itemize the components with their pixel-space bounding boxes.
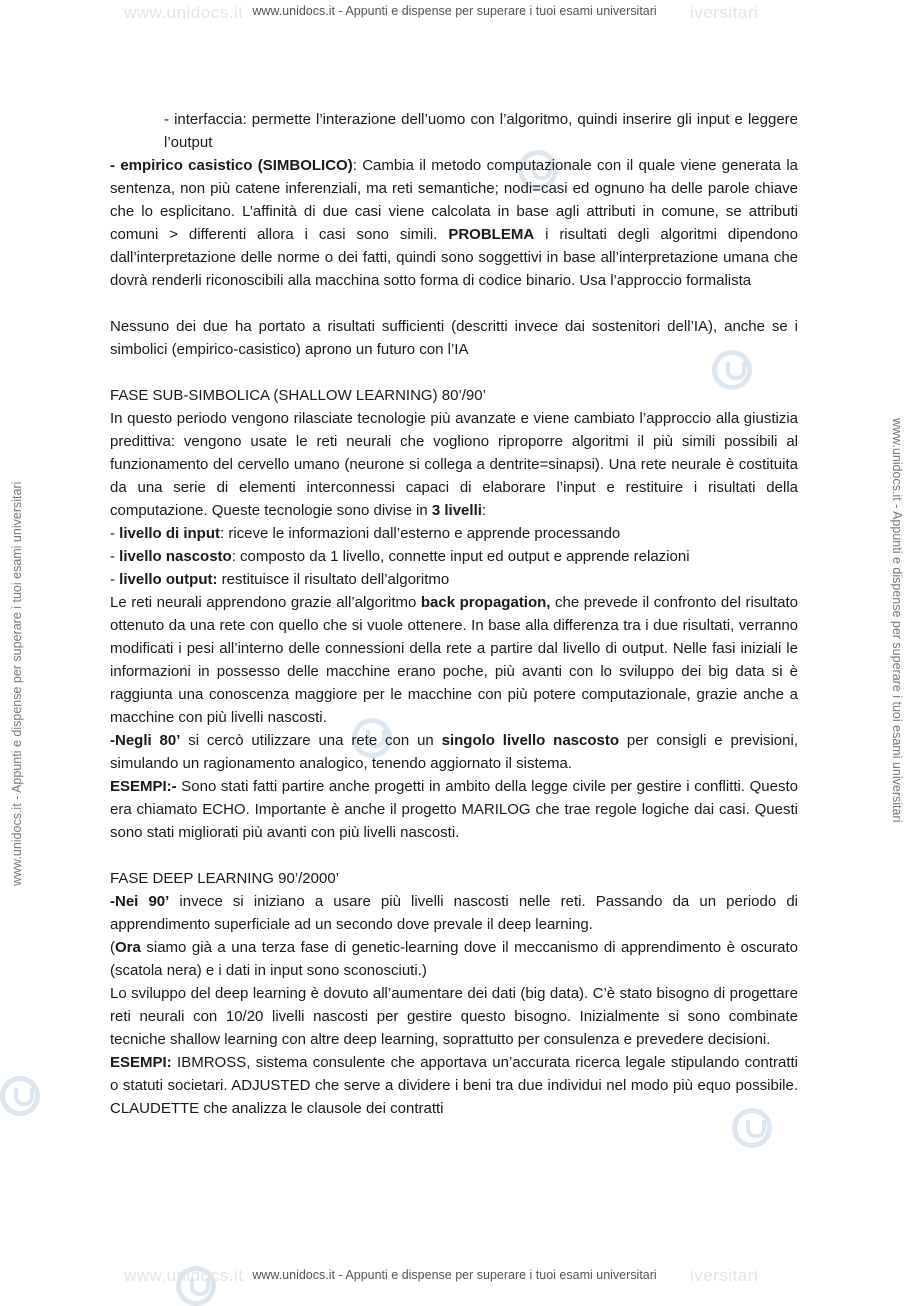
paragraph-sviluppo-deep-learning: Lo sviluppo del deep learning è dovuto all’aumentare dei dati (big data). C’è stato bisogno di progettare reti neurali con 10/20 livelli nascosti per gestire questo bisogno. Inizialmente si sono combinate tecniche shallow learning con altre deep learning, soprattutto per consulenza e prevedere decisioni. <box>110 985 798 1048</box>
footer-watermark: www.unidocs.it - Appunti e dispense per superare i tuoi esami universitari <box>252 1268 657 1282</box>
bold-term: ESEMPI: <box>110 1054 172 1071</box>
text-span: ( <box>110 939 115 956</box>
list-bullet: - <box>110 525 120 542</box>
text-span: per consigli e previsioni, simulando un ragionamento analogico, tenendo aggiornato il sistema. <box>110 732 798 772</box>
list-bullet: - <box>110 571 120 588</box>
ghost-watermark-bottom: www.unidocs.it <box>124 1266 244 1285</box>
heading-fase-deep-learning: FASE DEEP LEARNING 90’/2000’ <box>110 870 339 887</box>
text-span: siamo già a una terza fase di genetic-learning dove il meccanismo di apprendimento è oscurato (scatola nera) e i dati in input sono sconosciuti.) <box>110 939 798 979</box>
bold-term: -Nei 90’ <box>110 893 170 910</box>
bold-term: singolo livello nascosto <box>441 732 620 749</box>
text-span: che prevede il confronto del risultato ottenuto da una rete con quello che si vuole ottenere. In base alla differenza tra i due risultati, verranno modificati i pesi all’interno delle connessioni della rete a partire dal livello di output. Nelle fasi iniziali le informazioni in possesso delle macchine erano poche, più avanti con lo sviluppo dei big data si è raggiunta una conoscenza maggiore per le macchine con più potere computazionale, grazie anche a macchine con più livelli nascosti. <box>110 594 798 726</box>
unidocs-logo-icon <box>0 1076 40 1116</box>
bold-term: back propagation, <box>420 594 551 611</box>
text-span: IBMROSS, sistema consulente che apportava un’accurata ricerca legale stipulando contratti o statuti societari. ADJUSTED che serve a dividere i beni tra due individui nel modo più equo possibile. CLAUDETTE che analizza le clausole dei contratti <box>110 1054 798 1117</box>
text-span: : <box>481 502 487 519</box>
paragraph-ora <box>110 936 798 982</box>
text-span: : composto da 1 livello, connette input ed output e apprende relazioni <box>231 548 690 565</box>
bold-term: livello di input <box>119 525 221 542</box>
text-span: restituisce il risultato dell’algoritmo <box>217 571 450 588</box>
right-side-watermark: www.unidocs.it - Appunti e dispense per superare i tuoi esami universitari <box>890 418 904 823</box>
bold-term: Ora <box>115 939 141 956</box>
text-span: invece si iniziano a usare più livelli nascosti nelle reti. Passando da un periodo di apprendimento superficiale ad un secondo dove prevale il deep learning. <box>110 893 799 933</box>
text-span: : Cambia il metodo computazionale con il quale viene generata la sentenza, non più catene inferenziali, ma reti semantiche; nodi=casi ed ognuno ha delle parole chiave che lo esplicitano. L’affinità di due casi viene calcolata in base agli attributi in comune, se attributi comuni > differenti allora i casi sono simili. <box>110 157 798 243</box>
document-body <box>110 108 798 1120</box>
text-span: Le reti neurali apprendono grazie all’algoritmo <box>110 594 421 611</box>
bold-term: -Negli 80’ <box>110 732 181 749</box>
heading-fase-sub-simbolica: FASE SUB-SIMBOLICA (SHALLOW LEARNING) 80’/90’ <box>110 387 486 404</box>
text-span: si cercò utilizzare una rete con un <box>180 732 442 749</box>
paragraph-empirico-casistico <box>110 154 798 292</box>
header-watermark: www.unidocs.it - Appunti e dispense per superare i tuoi esami universitari <box>252 4 657 18</box>
paragraph-interfaccia: - interfaccia: permette l’interazione dell’uomo con l’algoritmo, quindi inserire gli input e leggere l’output <box>164 111 798 151</box>
bold-term: ESEMPI:- <box>110 778 177 795</box>
text-span: Sono stati fatti partire anche progetti in ambito della legge civile per gestire i conflitti. Questo era chiamato ECHO. Importante è anche il progetto MARILOG che trae regole logiche dai casi. Questi sono stati migliorati più avanti con più livelli nascosti. <box>110 778 798 841</box>
left-side-watermark: www.unidocs.it - Appunti e dispense per superare i tuoi esami universitari <box>10 481 24 886</box>
bold-term: livello nascosto <box>119 548 232 565</box>
list-item <box>110 522 798 545</box>
paragraph-nessuno: Nessuno dei due ha portato a risultati sufficienti (descritti invece dai sostenitori dell’IA), anche se i simbolici (empirico-casistico) aprono un futuro con l’IA <box>110 318 798 358</box>
ghost-watermark-top: www.unidocs.it <box>124 3 244 22</box>
ghost-watermark-bottom-right: iversitari <box>690 1266 759 1285</box>
paragraph-back-propagation <box>110 591 798 729</box>
bold-term: - empirico casistico (SIMBOLICO) <box>110 157 353 174</box>
paragraph-esempi-1 <box>110 775 798 844</box>
paragraph-nei-90 <box>110 890 798 936</box>
paragraph-negli-80 <box>110 729 798 775</box>
paragraph-esempi-2 <box>110 1051 798 1120</box>
bold-term: PROBLEMA <box>448 226 535 243</box>
text-span: : riceve le informazioni dall’esterno e apprende processando <box>220 525 621 542</box>
unidocs-logo-icon <box>176 1266 216 1306</box>
list-bullet: - <box>110 548 120 565</box>
bold-term: 3 livelli <box>431 502 482 519</box>
text-span: i risultati degli algoritmi dipendono dall’interpretazione delle norme o dei fatti, quindi sono soggettivi in base all’interpretazione umana che dovrà renderli riconoscibili alla macchina sotto forma di codice binario. Usa l’approccio formalista <box>110 226 798 289</box>
bold-term: livello output: <box>119 571 218 588</box>
paragraph-reti-neurali-intro <box>110 407 798 522</box>
ghost-watermark-top-right: iversitari <box>690 3 759 22</box>
list-item <box>110 545 798 568</box>
text-span: In questo periodo vengono rilasciate tecnologie più avanzate e viene cambiato l’approccio alla giustizia predittiva: vengono usate le reti neurali che vogliono riproporre algoritmi il più simili possibili al funzionamento del cervello umano (neurone si collega a dentrite=sinapsi). Una rete neurale è costituita da una serie di elementi interconnessi capaci di elaborare l’input e restituire i risultati della computazione. Queste tecnologie sono divise in <box>110 410 798 519</box>
list-item <box>110 568 798 591</box>
